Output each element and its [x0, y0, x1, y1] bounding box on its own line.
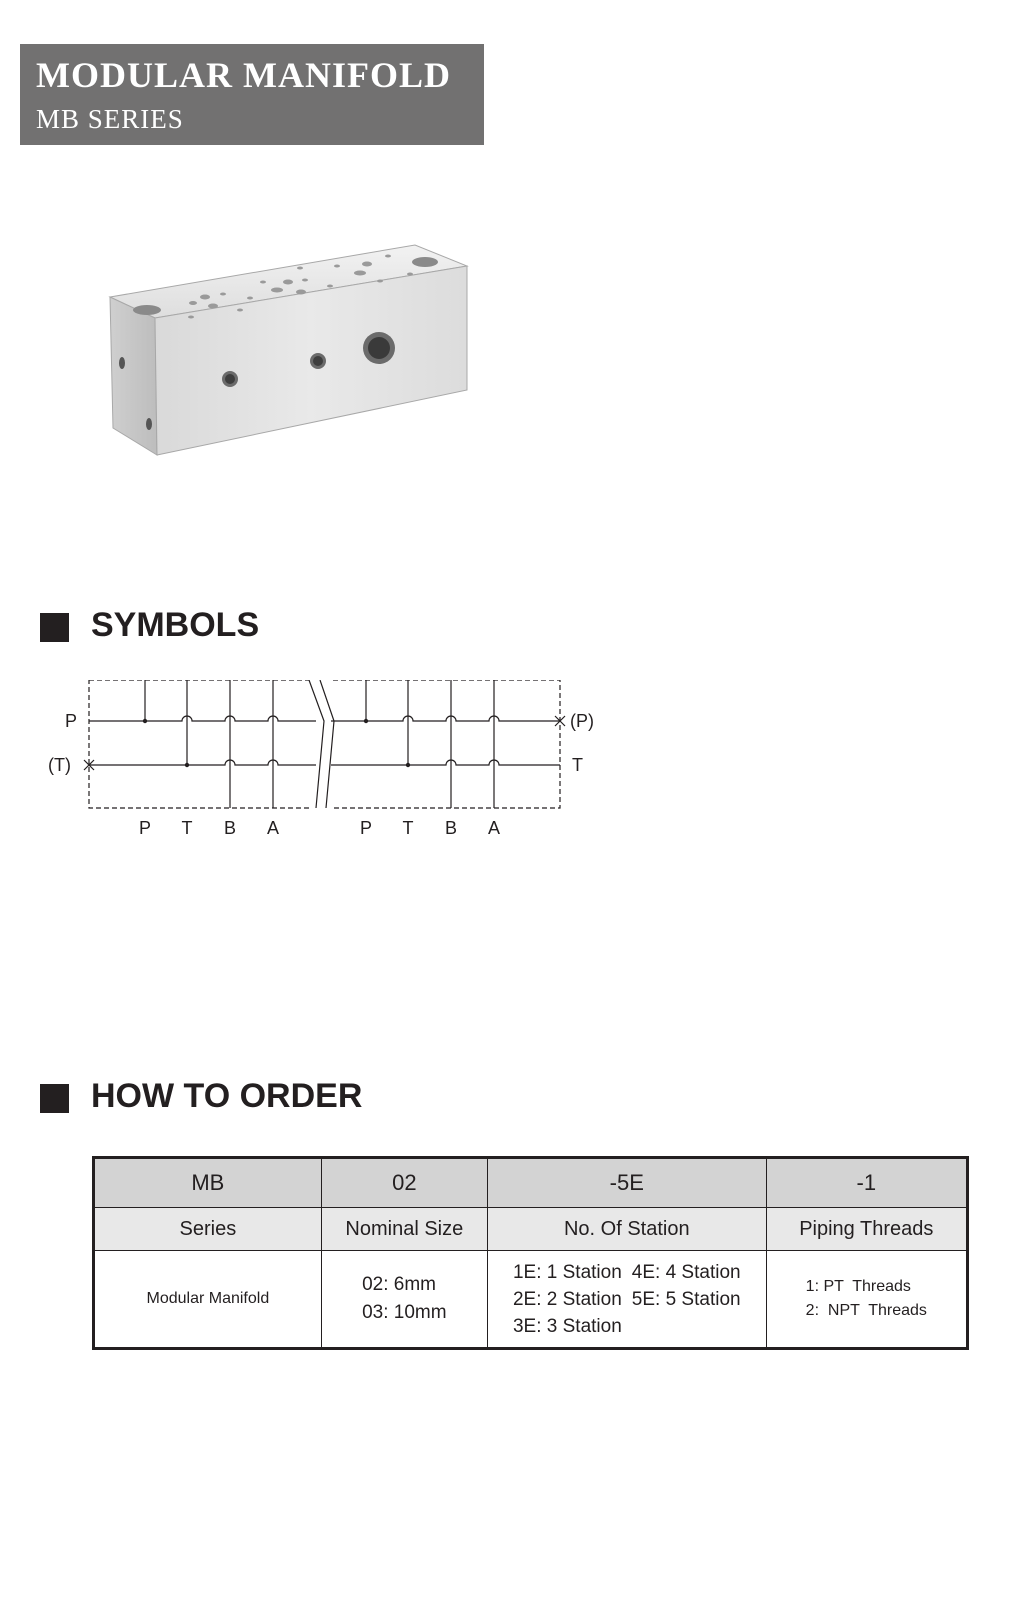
thread-option: 1: PT Threads: [805, 1278, 911, 1295]
station-option: 4E: 4 Station: [631, 1261, 741, 1283]
heading-square-icon: [40, 1084, 69, 1113]
port-label: A: [487, 818, 501, 838]
code-series: MB: [94, 1158, 322, 1208]
heading-square-icon: [40, 613, 69, 642]
table-row: [94, 1208, 968, 1251]
port-label: P: [359, 818, 373, 838]
symbol-label-p-right: (P): [570, 711, 594, 731]
order-title: HOW TO ORDER: [91, 1077, 363, 1115]
station-option: 3E: 3 Station: [512, 1315, 622, 1337]
table-row: [94, 1158, 968, 1208]
table-row: [94, 1251, 968, 1349]
manifold-product-image: [105, 240, 485, 470]
size-option: 02: 6mm: [362, 1274, 437, 1295]
port-label: B: [223, 818, 237, 838]
code-station: -5E: [487, 1158, 766, 1208]
station-option: 5E: 5 Station: [631, 1288, 741, 1310]
label-thread: Piping Threads: [766, 1208, 967, 1251]
station-option: 1E: 1 Station: [512, 1261, 622, 1283]
port-label: P: [138, 818, 152, 838]
label-station: No. Of Station: [487, 1208, 766, 1251]
port-label: B: [444, 818, 458, 838]
port-label: T: [402, 818, 414, 838]
thread-options: [766, 1251, 967, 1349]
label-series: Series: [94, 1208, 322, 1251]
symbol-label-p-left: P: [65, 711, 78, 731]
symbol-label-t-left: (T): [48, 755, 71, 775]
station-option: 2E: 2 Station: [512, 1288, 622, 1310]
port-label: A: [266, 818, 280, 838]
series-desc: Modular Manifold: [94, 1251, 322, 1349]
title-banner: [20, 44, 484, 145]
code-thread: -1: [766, 1158, 967, 1208]
manifold-symbol-diagram: [40, 680, 620, 850]
symbols-title: SYMBOLS: [91, 606, 260, 644]
page-title: MODULAR MANIFOLD: [36, 55, 451, 95]
size-option: 03: 10mm: [362, 1302, 447, 1323]
order-code-table: [92, 1156, 969, 1350]
size-options: [321, 1251, 487, 1349]
symbol-label-t-right: T: [572, 755, 583, 775]
code-size: 02: [321, 1158, 487, 1208]
station-options: [487, 1251, 766, 1349]
thread-option: 2: NPT Threads: [805, 1302, 927, 1319]
label-size: Nominal Size: [321, 1208, 487, 1251]
page-subtitle: MB SERIES: [36, 104, 184, 134]
port-label: T: [181, 818, 193, 838]
